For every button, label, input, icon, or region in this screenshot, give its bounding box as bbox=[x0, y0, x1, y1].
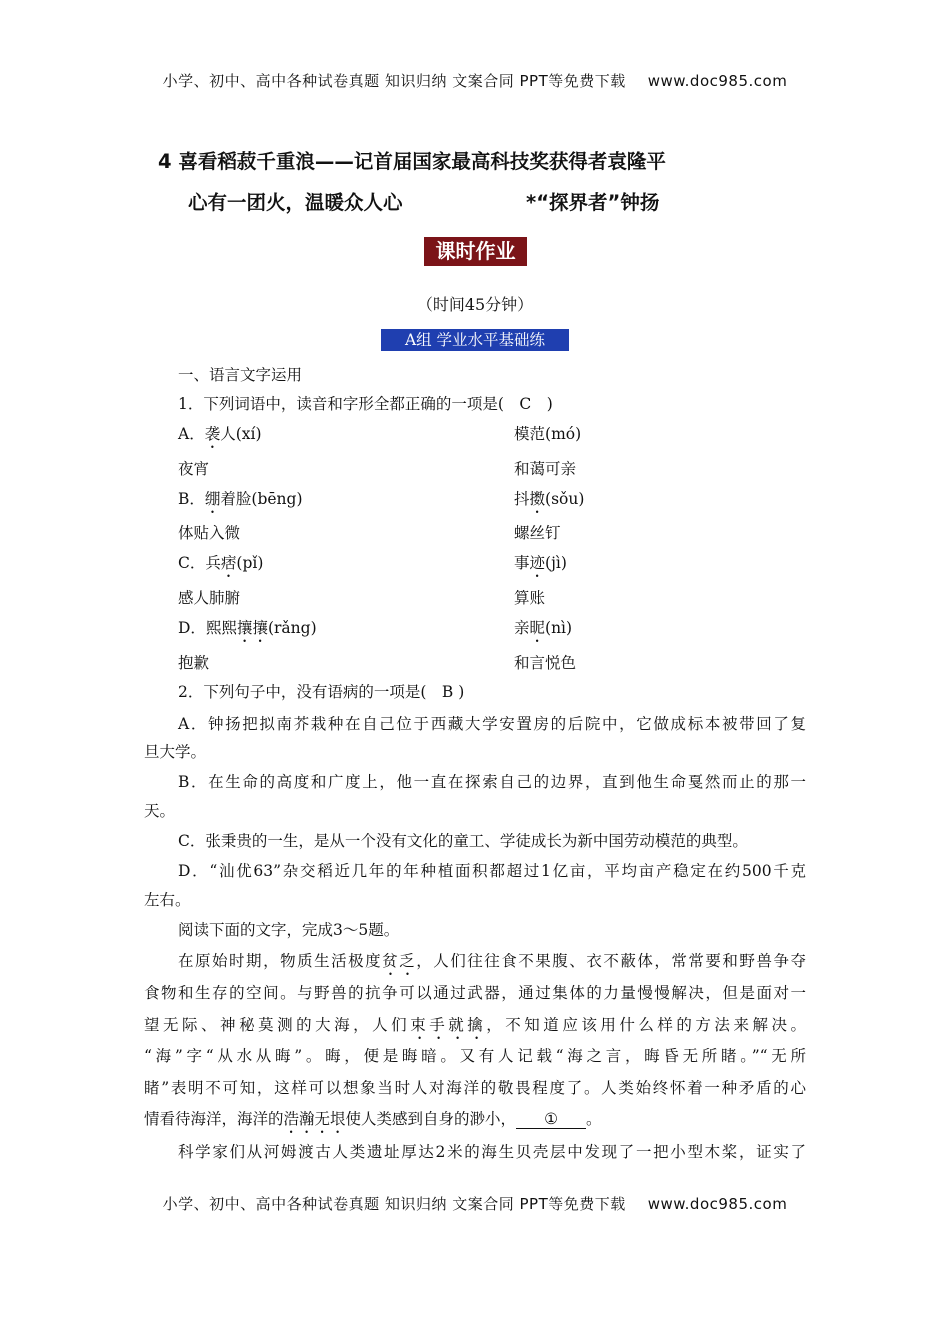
q1-option-d: D．熙熙攘攘(rǎng) bbox=[178, 619, 317, 637]
passage-line-6: 情看待海洋，海洋的浩瀚无垠使人类感到自身的渺小， ① 。 bbox=[144, 1110, 602, 1128]
footer-text: 小学、初中、高中各种试卷真题 知识归纳 文案合同 PPT等免费下载 bbox=[162, 1195, 626, 1213]
q1-option-c-word2: 事迹(jì) bbox=[514, 554, 567, 572]
reading-intro: 阅读下面的文字，完成3～5题。 bbox=[178, 921, 400, 939]
header-site[interactable]: www.doc985.com bbox=[647, 72, 788, 90]
homework-badge: 课时作业 bbox=[424, 237, 527, 266]
q1-option-c-word3: 感人肺腑 bbox=[178, 589, 241, 607]
passage-line-3: 望无际、神秘莫测的大海，人们束手就擒，不知道应该用什么样的方法来解决。 bbox=[144, 1016, 806, 1034]
q2-option-d-line1: D．“汕优63”杂交稻近几年的年种植面积都超过1亿亩，平均亩产稳定在约500千克 bbox=[178, 862, 806, 880]
q1-stem: 1．下列词语中，读音和字形全都正确的一项是( C ) bbox=[178, 395, 553, 413]
q1-option-c-word4: 算账 bbox=[514, 589, 546, 607]
q2-option-b-line1: B．在生命的高度和广度上，他一直在探索自己的边界，直到他生命戛然而止的那一 bbox=[178, 773, 806, 791]
footer-site[interactable]: www.doc985.com bbox=[647, 1195, 788, 1213]
passage-line-2: 食物和生存的空间。与野兽的抗争可以通过武器，通过集体的力量慢慢解决，但是面对一 bbox=[144, 984, 806, 1002]
q1-option-a: A．袭人(xí) bbox=[178, 425, 262, 443]
time-limit: （时间45分钟） bbox=[416, 295, 534, 314]
header-text: 小学、初中、高中各种试卷真题 知识归纳 文案合同 PPT等免费下载 bbox=[162, 72, 626, 90]
title-line-1: 4 喜看稻菽千重浪——记首届国家最高科技奖获得者袁隆平 bbox=[158, 150, 666, 173]
q1-option-d-word3: 抱歉 bbox=[178, 654, 210, 672]
q1-option-a-word3: 夜宵 bbox=[178, 460, 210, 478]
answer-blank: ① bbox=[516, 1110, 586, 1129]
q1-option-a-word2: 模范(mó) bbox=[514, 425, 582, 443]
title-line-2b: *“探界者”钟扬 bbox=[526, 191, 660, 214]
q1-option-d-word4: 和言悦色 bbox=[514, 654, 577, 672]
q1-option-d-word2: 亲昵(nì) bbox=[514, 619, 573, 637]
title-line-2a: 心有一团火，温暖众人心 bbox=[188, 191, 403, 214]
q1-option-b: B．绷着脸(bēng) bbox=[178, 490, 303, 508]
q2-option-a-line2: 旦大学。 bbox=[144, 743, 207, 761]
passage2-line-1: 科学家们从河姆渡古人类遗址厚达2米的海生贝壳层中发现了一把小型木桨，证实了 bbox=[178, 1143, 806, 1161]
passage-line-4: “海”字“从水从晦”。晦，便是晦暗。又有人记载“海之言，晦昏无所睹。”“无所 bbox=[144, 1047, 806, 1065]
group-label: A组 学业水平基础练 bbox=[381, 329, 569, 351]
passage-line-1: 在原始时期，物质生活极度贫乏，人们往往食不果腹、衣不蔽体，常常要和野兽争夺 bbox=[178, 952, 806, 970]
q2-option-d-line2: 左右。 bbox=[144, 891, 191, 909]
q1-option-c: C．兵痞(pǐ) bbox=[178, 554, 264, 572]
q1-option-b-word2: 抖擞(sǒu) bbox=[514, 490, 585, 508]
q1-option-b-word4: 螺丝钉 bbox=[514, 524, 561, 542]
page-footer bbox=[0, 1193, 950, 1214]
q1-option-a-word4: 和蔼可亲 bbox=[514, 460, 577, 478]
q2-stem: 2．下列句子中，没有语病的一项是( B ) bbox=[178, 683, 465, 701]
q2-option-c: C．张秉贵的一生，是从一个没有文化的童工、学徒成长为新中国劳动模范的典型。 bbox=[178, 832, 748, 850]
q2-option-a-line1: A．钟扬把拟南芥栽种在自己位于西藏大学安置房的后院中，它做成标本被带回了复 bbox=[178, 715, 806, 733]
q2-option-b-line2: 天。 bbox=[144, 802, 176, 820]
section-heading: 一、语言文字运用 bbox=[178, 366, 303, 384]
page-header bbox=[0, 70, 950, 91]
q1-option-b-word3: 体贴入微 bbox=[178, 524, 241, 542]
passage-line-5: 睹”表明不可知，这样可以想象当时人对海洋的敬畏程度了。人类始终怀着一种矛盾的心 bbox=[144, 1079, 806, 1097]
